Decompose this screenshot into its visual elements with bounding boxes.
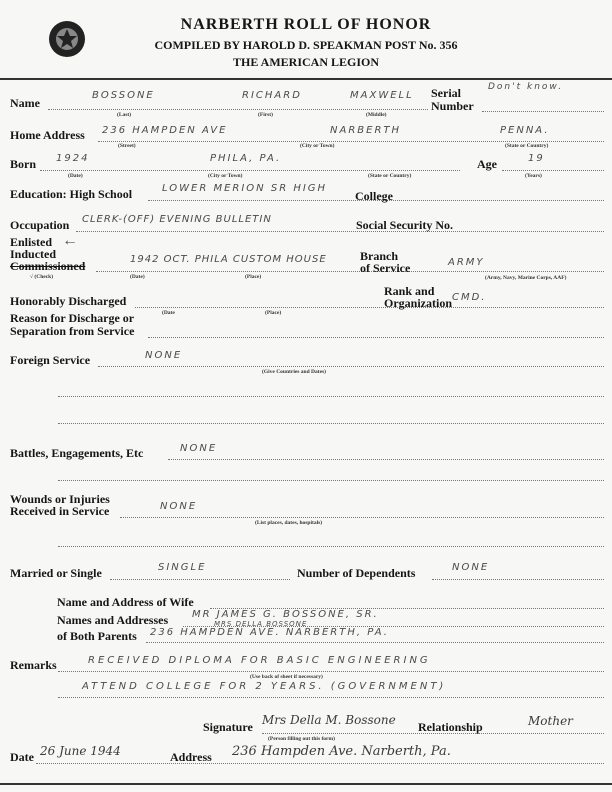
check-hint: √ (Check) xyxy=(30,274,54,280)
enlisted-label: Enlisted xyxy=(10,235,53,249)
date-line xyxy=(36,763,604,764)
born-state-hint: (State or Country) xyxy=(368,173,412,179)
form-title: NARBERTH ROLL OF HONOR xyxy=(180,16,432,33)
middle-hint: (Middle) xyxy=(366,112,387,118)
date-label: Date xyxy=(10,750,34,764)
age-hint: (Years) xyxy=(525,173,542,179)
born-date-hint: (Date) xyxy=(68,173,83,179)
foreign-service-value: NONE xyxy=(145,350,183,361)
rank-value: CMD. xyxy=(452,292,487,303)
relationship-value: Mother xyxy=(528,714,573,728)
street-value: 236 HAMPDEN AVE xyxy=(102,125,228,136)
bottom-rule xyxy=(0,783,612,785)
born-city-hint: (City or Town) xyxy=(208,173,243,179)
date-value: 26 June 1944 xyxy=(40,744,121,758)
serial-label: Serial xyxy=(431,86,461,100)
inducted-label: Inducted xyxy=(10,247,57,261)
organization-label: Organization xyxy=(384,296,452,310)
separation-label: Separation from Service xyxy=(10,324,135,338)
signature-hint: (Person filling out this form) xyxy=(268,736,335,742)
commissioned-label: Commissioned xyxy=(10,259,86,273)
compiled-by: COMPILED BY HAROLD D. SPEAKMAN POST No. 356 xyxy=(154,38,458,52)
born-place-value: PHILA, PA. xyxy=(210,153,282,164)
foreign-hint: (Give Countries and Dates) xyxy=(262,369,327,375)
last-name-value: BOSSONE xyxy=(92,90,155,101)
check-mark-icon: ← xyxy=(62,232,78,249)
branch-value: ARMY xyxy=(448,257,485,268)
first-name-value: RICHARD xyxy=(242,90,302,101)
parents-address-value: 236 HAMPDEN AVE. NARBERTH, PA. xyxy=(150,627,389,638)
wife-label: Name and Address of Wife xyxy=(57,595,194,609)
wounds-hint: (List places, dates, hospitals) xyxy=(255,520,323,526)
married-line xyxy=(110,579,290,580)
foreign-line xyxy=(98,366,604,367)
service-place-hint: (Place) xyxy=(245,274,262,280)
battles-value: NONE xyxy=(180,443,218,454)
wounds-label: Wounds or Injuries xyxy=(10,492,110,506)
address-line xyxy=(98,141,604,142)
age-value: 19 xyxy=(528,153,545,164)
dependents-line xyxy=(432,579,604,580)
service-line xyxy=(96,271,604,272)
branch-label: Branch xyxy=(360,249,399,263)
parents-line-2 xyxy=(146,642,604,643)
organization-name: THE AMERICAN LEGION xyxy=(232,55,380,69)
married-value: SINGLE xyxy=(158,562,207,573)
serial-line xyxy=(482,111,604,112)
wounds-value: NONE xyxy=(160,501,198,512)
discharge-line xyxy=(135,307,604,308)
occupation-value: CLERK-(OFF) EVENING BULLETIN xyxy=(82,214,272,225)
married-label: Married or Single xyxy=(10,566,102,580)
foreign-line-3 xyxy=(58,423,604,424)
mother-value: MRS DELLA BOSSONE xyxy=(214,620,308,628)
wounds-line xyxy=(120,517,604,518)
last-hint: (Last) xyxy=(117,112,132,118)
signature-value: Mrs Della M. Bossone xyxy=(262,713,396,727)
college-label: College xyxy=(355,189,393,203)
state-hint: (State or Country) xyxy=(505,143,549,149)
street-hint: (Street) xyxy=(118,143,136,149)
wounds-line-2 xyxy=(58,546,604,547)
foreign-service-label: Foreign Service xyxy=(10,353,91,367)
city-value: NARBERTH xyxy=(330,125,402,136)
discharged-label: Honorably Discharged xyxy=(10,294,127,308)
born-label: Born xyxy=(10,157,37,171)
born-line xyxy=(40,170,460,171)
born-date-value: 1924 xyxy=(56,153,90,164)
remarks-line xyxy=(58,671,604,672)
father-value: MR JAMES G. BOSSONE, SR. xyxy=(192,609,379,620)
dependents-label: Number of Dependents xyxy=(297,566,416,580)
age-label: Age xyxy=(477,157,497,171)
signature-label: Signature xyxy=(203,720,253,734)
discharge-date-hint: (Date xyxy=(162,310,175,316)
footer-address-label: Address xyxy=(170,750,212,764)
service-date-hint: (Date) xyxy=(130,274,145,280)
remarks-label: Remarks xyxy=(10,658,57,672)
remarks-hint: (Use back of sheet if necessary) xyxy=(250,674,323,680)
header-rule xyxy=(0,78,612,80)
footer-address-value: 236 Hampden Ave. Narberth, Pa. xyxy=(232,744,451,759)
name-line xyxy=(48,109,428,110)
parents-label: Names and Addresses xyxy=(57,613,169,627)
serial-value: Don't know. xyxy=(488,82,564,92)
state-value: PENNA. xyxy=(500,125,550,136)
of-service-label: of Service xyxy=(360,261,411,275)
name-label: Name xyxy=(10,96,40,110)
relationship-label: Relationship xyxy=(418,720,483,734)
reason-line xyxy=(148,337,604,338)
foreign-line-2 xyxy=(58,396,604,397)
reason-label: Reason for Discharge or xyxy=(10,311,135,325)
city-hint: (City or Town) xyxy=(300,143,335,149)
rank-label: Rank and xyxy=(384,284,435,298)
occupation-label: Occupation xyxy=(10,218,70,232)
battles-label: Battles, Engagements, Etc xyxy=(10,446,144,460)
dependents-value: NONE xyxy=(452,562,490,573)
service-entry-value: 1942 OCT. PHILA CUSTOM HOUSE xyxy=(130,254,327,265)
home-address-label: Home Address xyxy=(10,128,85,142)
high-school-value: LOWER MERION SR HIGH xyxy=(162,183,328,194)
remarks-line-3 xyxy=(58,697,604,698)
discharge-place-hint: (Place) xyxy=(265,310,282,316)
middle-name-value: MAXWELL xyxy=(350,90,414,101)
both-parents-label: of Both Parents xyxy=(57,629,137,643)
battles-line xyxy=(168,459,604,460)
branch-hint: (Army, Navy, Marine Corps, AAF) xyxy=(485,275,567,281)
ssn-label: Social Security No. xyxy=(356,218,453,232)
remarks-line-2: ATTEND COLLEGE FOR 2 YEARS. (GOVERNMENT) xyxy=(82,681,447,692)
age-line xyxy=(502,170,604,171)
received-label: Received in Service xyxy=(10,504,110,518)
battles-line-2 xyxy=(58,480,604,481)
remarks-line-1: RECEIVED DIPLOMA FOR BASIC ENGINEERING xyxy=(88,655,431,666)
number-label: Number xyxy=(431,99,474,113)
education-label: Education: High School xyxy=(10,187,133,201)
occupation-line xyxy=(76,231,604,232)
first-hint: (First) xyxy=(258,112,273,118)
